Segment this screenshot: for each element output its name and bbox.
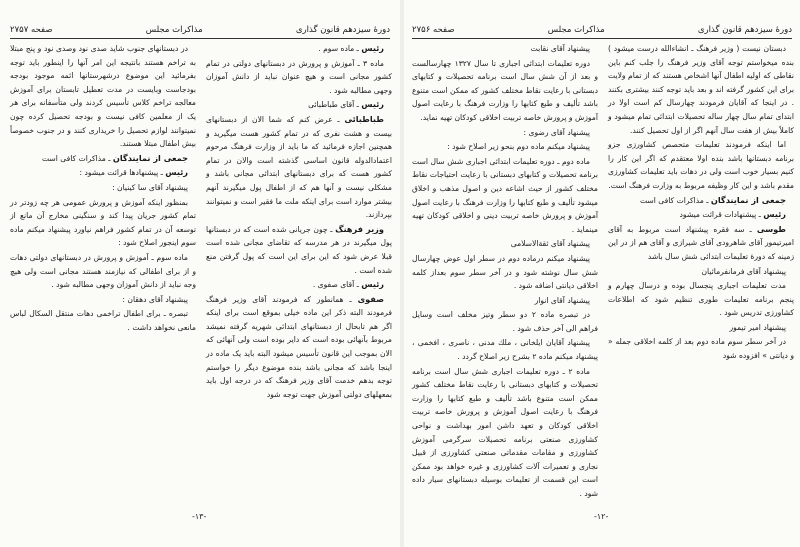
paragraph-text: دوره تعلیمات ابتدائی اجباری تا سال ۱۳۲۷ چهارسالست و بعد از آن شش سال است برنامه تحصیلات و کتابهای دبستانی با رعایت نقاط مختلف کشور که ممکن است متنوع باشد تألیف و طبع کتابها را وزارت فرهنگ با رعایت اصول آموزش و پرورش خاصه تربیت اخلاقی کودکان تهیه نماید. <box>412 58 598 122</box>
publication-title: مذاکرات مجلس <box>145 25 203 35</box>
paragraph-text: در دبستانهای جنوب شاید صدی نود وصدی نود و پنج مبتلا به تراخم هستند بانتیجه این امر آنها را اینطور باید توجه بفرمائید این موضوع درشهرستانها ائمه موجود بودجه بودجاست وبایست در مدت تعطیل تابستان برای آموزش معالجه تراخم کلاس تأسیس کردند ولی متأسفانه برای هر یک از معلمین کافی نیست و بودجه تحصیل کرده چون نمیتوانند لوازم تحصیل را خریداری کنند و در جنوب خصوصاً بیش اطفال مبتلا هستند. <box>10 44 196 149</box>
paragraph <box>412 57 598 125</box>
speaker-name: رئیس <box>165 167 188 178</box>
paragraph-text: در تبصره ماده ۲ دو سطر وتیز مخلف است وسایل فراهم الی آخر حذف شود . <box>412 310 598 333</box>
paragraph <box>10 293 196 307</box>
paragraph-text: ـ پیشنهادها قرائت میشود : <box>79 168 163 178</box>
speaker-name: جمعی از نمایندگان <box>112 152 188 163</box>
paragraph <box>608 138 794 192</box>
page-footer-number: -۱۲- <box>594 512 609 521</box>
paragraph <box>608 321 794 335</box>
paragraph <box>412 365 598 501</box>
speaker-name: طباطبائی <box>344 113 384 124</box>
paragraph <box>412 336 598 363</box>
speaker-name: رئیس <box>361 99 384 110</box>
paragraph <box>206 98 392 112</box>
paragraph-text: پیشنهاد میکنم درماده دوم در سطر اول عوض چهارسال شش سال نوشته شود و در آخر سطر سوم بعداز کلمه اخلاقی دیانتی اضافه شود . <box>412 253 598 291</box>
paragraph <box>608 42 794 137</box>
speaker-name: رئیس <box>361 43 384 53</box>
paragraph-text: پیشنهاد آقای رضوی : <box>523 127 590 137</box>
paragraph-text: پیشنهاد آقای ثقةالاسلامی <box>510 239 590 249</box>
paragraph-text: ـ مذاکرات کافی است <box>41 153 111 163</box>
paragraph-text: ـ عرض کنم که شما الان از دبستانهای بیست و هشت نفری که در تمام کشور هست میگیرید و همچنین اجازه فرمائید که ما باید از وزارت فرهنگ مرحوم اعتمادالدوله قانون اساسی گذشته است والان در تمام کشور هست که برای دبستانهای ابتدائی مجانی باشد و مشکلی نیست و آنها هم که از اطفال پول میگیرند آنهم بیشتر موارد است برای اینکه ملت ما فقیر است و نمیتوانند بپردازند. <box>206 114 392 220</box>
page-footer-number: -۱۳- <box>192 512 207 521</box>
paragraph-text: تبصره ـ برای اطفال تراخمی دهات منتقل السکال لباس مانعی نخواهد داشت . <box>10 309 196 332</box>
text-column-right <box>608 42 794 487</box>
paragraph-text: پیشنهاد میکنم ماده دوم بنحو زیر اصلاح شود : <box>447 142 590 152</box>
paragraph-text: پیشنهاد آقای سا کینیان : <box>112 182 188 192</box>
page-number: صفحه ۲۷۵۷ <box>10 25 53 35</box>
paragraph <box>10 42 196 151</box>
paragraph-text: پیشنهاد آقای نقابت <box>530 44 590 53</box>
paragraph <box>206 42 392 56</box>
paragraph <box>608 223 794 264</box>
speaker-name: طوسی <box>756 223 786 234</box>
paragraph <box>206 278 392 292</box>
paragraph <box>412 294 598 308</box>
paragraph-text: پیشنهاد آقایان ایلخانی ، ملك مدنی ، ناصری ، افخمی ، پیشنهاد میکنم ماده ۲ بشرح زیر اصلاح گردد . <box>412 338 598 362</box>
speaker-name: جمعی از نمایندگان <box>710 194 786 205</box>
paragraph <box>412 237 598 251</box>
speaker-name: وزیر فرهنگ <box>335 223 384 234</box>
paragraph-text: اما اینکه فرمودند تعلیمات متحصص کشاورزی جزو برنامه دبستانها باشد بنده اولا معتقدم که اگر این کار را کنیم بسیار خوب است ولی در دهات باید تعلیمات کشاورزی مقدم باشد و این کار وظیفه مربوط به وزارت فرهنگ است. <box>608 140 794 190</box>
paragraph <box>206 113 392 222</box>
paragraph-text: ماده سوم ـ آموزش و پرورش در دبستانهای دولتی دهات و از برای اطفالی که نیازمند هستند مجانی است ولی هیچ وجه نباید از دانش آموزان وجهی مطالبه شود . <box>10 252 196 290</box>
page-2756 <box>404 0 800 547</box>
paragraph <box>10 152 196 166</box>
paragraph <box>10 307 196 334</box>
text-column-left <box>412 42 598 498</box>
paragraph-text: پیشنهاد آقای فرمانفرمائیان <box>701 266 786 276</box>
paragraph <box>608 335 794 362</box>
paragraph <box>10 181 196 195</box>
paragraph-text: ماده ۳ ـ آموزش و پرورش در دبستانهای دولتی در تمام کشور مجانی است و هیچ عنوان نباید از دانش آموزان وجهی مطالبه شود . <box>206 58 392 95</box>
paragraph-text: ـ چون جریانی شده است که در دبستانها پول میگیرند در هر مدرسه که تقاضای مجانی شده است قبلا عرض شود که این برای این است که پول گرفتن منع شده است . <box>206 224 392 275</box>
paragraph <box>412 140 598 154</box>
paragraph <box>10 251 196 292</box>
speaker-name: رئیس <box>763 209 786 220</box>
paragraph-text: ماده دوم ـ دوره تعلیمات ابتدائی اجباری شش سال است برنامه تحصیلات و کتابهای دبستانی با رعایت احتیاجات نقاط مختلف کشور از حیث اشاعه دین و اصول مذهب و اخلاق میشود تألیف و طبع کتابها را وزارت فرهنگ با رعایت اصول آموزش و پرورش خاصه تربیت دینی و اخلاقی کودکان تهیه مینماید . <box>412 156 598 234</box>
page-2757 <box>2 0 398 547</box>
paragraph <box>412 308 598 335</box>
paragraph <box>412 42 598 56</box>
paragraph-text: بمنظور اینکه آموزش و پرورش عمومی هر چه زودتر در تمام کشور جریان پیدا کند و سنگینی مخارج آن مانع از توسعه آن در تمام کشور فراهم نیاورد پیشنهاد میکنم ماده سوم اینجور اصلاح شود : <box>10 197 196 248</box>
publication-title: مذاکرات مجلس <box>547 25 605 35</box>
paragraph-text: ـ آقای طباطبائی <box>308 100 359 110</box>
running-header <box>412 24 792 39</box>
text-column-right <box>206 42 392 487</box>
page-number: صفحه ۲۷۵۶ <box>412 25 455 35</box>
speaker-name: صفوی <box>357 293 385 304</box>
paragraph <box>608 208 794 222</box>
running-header <box>10 24 390 39</box>
paragraph-text: ـ همانطور که فرمودند آقای وزیر فرهنگ فرمودند البته ذکر این ماده خیلی بموقع است برای اینکه اگر هم تابحال از دبستانهای ابتدائی شهریه گرفته نمیشد مربوط بآنهائی بوده است که دایر بوده است ولی آنهائی که الان بموجب این قانون تأسیس میشود البته باید یک ماده در اینجا باشد که مجانی باشد بنده موضوع دیگر را خواستم توجه بدهم خدمت آقای وزیر فرهنگ که در درجه اول باید بمعهلهای دولتی آموزش جهت توجه شود <box>206 294 392 399</box>
text-column-left <box>10 42 196 487</box>
paragraph-text: در آخر سطر سوم ماده دوم بعد از کلمه اخلاقی جمله « و دیانتی » افزوده شود <box>608 337 794 361</box>
paragraph <box>206 57 392 98</box>
paragraph-text: ـ پیشنهادات قرائت میشود <box>679 210 761 220</box>
paragraph-text: ـ سه فقره پیشنهاد است مربوط به آقای امیرتیمور آقای شاهرودی آقای شیرازی و آقای هم از در این زمینه که دورهٔ تعلیمات ابتدائی شش سال باشد <box>608 224 794 261</box>
paragraph <box>608 265 794 279</box>
paragraph <box>412 155 598 237</box>
paragraph <box>206 223 392 277</box>
paragraph-text: ـ ماده سوم . <box>318 44 359 53</box>
paragraph-text: دبستان نیست ( وزیر فرهنگ ـ انشاءالله درست میشود ) بنده میخواستم توجه آقای وزیر فرهنگ را جلب کنم باین نقاطی که اولیه اطفال آنها اشخاص هستند که از تمام ولایت برای این کشور گرفته اند و بعد باید توجه کنند بیشتری بکنند . در اینجا که آقایان فرمودند چهارسال کم است اولا در ابتدای تمام سال چهار ساله تحصیلات ابتدائی تمام میشود و کاملاً بیش از هفت سال آنهم اگر از اول تحصیل کنند. <box>608 44 794 135</box>
session-title: دورهٔ سیزدهم قانون گذاری <box>295 25 390 35</box>
paragraph <box>608 194 794 208</box>
paragraph <box>608 279 794 320</box>
paragraph <box>206 293 392 402</box>
session-title: دورهٔ سیزدهم قانون گذاری <box>697 25 792 35</box>
paragraph <box>412 252 598 293</box>
paragraph-text: پیشنهاد آقای انوار <box>534 295 590 305</box>
paragraph-text: ـ آقای صفوی . <box>312 280 359 290</box>
paragraph-text: پیشنهاد آقای دهقان : <box>122 294 188 304</box>
paragraph <box>412 126 598 140</box>
speaker-name: رئیس <box>361 279 384 290</box>
paragraph-text: ماده ۲ ـ دوره تعلیمات اجباری شش سال است برنامه تحصیلات و کتابهای دبستانی با رعایت نقاط مختلف کشور ممکن است متنوع باشد تألیف و طبع کتابها را وزارت فرهنگ با رعایت اصول آموزش و پرورش خاصه تربیت اخلاقی کودکان و تعهد داشن امور بهداشت و نواحی کشاورزی صنعتی برنامه تحصیلات سرگرمی آموزش کشاورزی و مقامات مقدماتی صنعتی کشاورزی از قبیل نجاری و تعمیرات آلات کشاورزی و غیره خواهد بود ممکن است این قسمت از تعلیمات بوسیله دبستانهای سیار داده شود . <box>412 366 598 498</box>
paragraph-text: پیشنهاد امیر تیمور <box>729 322 786 332</box>
paragraph-text: مدت تعلیمات اجباری پنجسال بوده و درسال چهارم و پنجم برنامه تعلیمات طوری تنظیم شود که اطلاعات کشاورزی تدریس شود . <box>608 281 794 318</box>
paragraph <box>10 166 196 180</box>
paragraph <box>10 196 196 250</box>
paragraph-text: ـ مذاکرات کافی است <box>639 195 709 205</box>
